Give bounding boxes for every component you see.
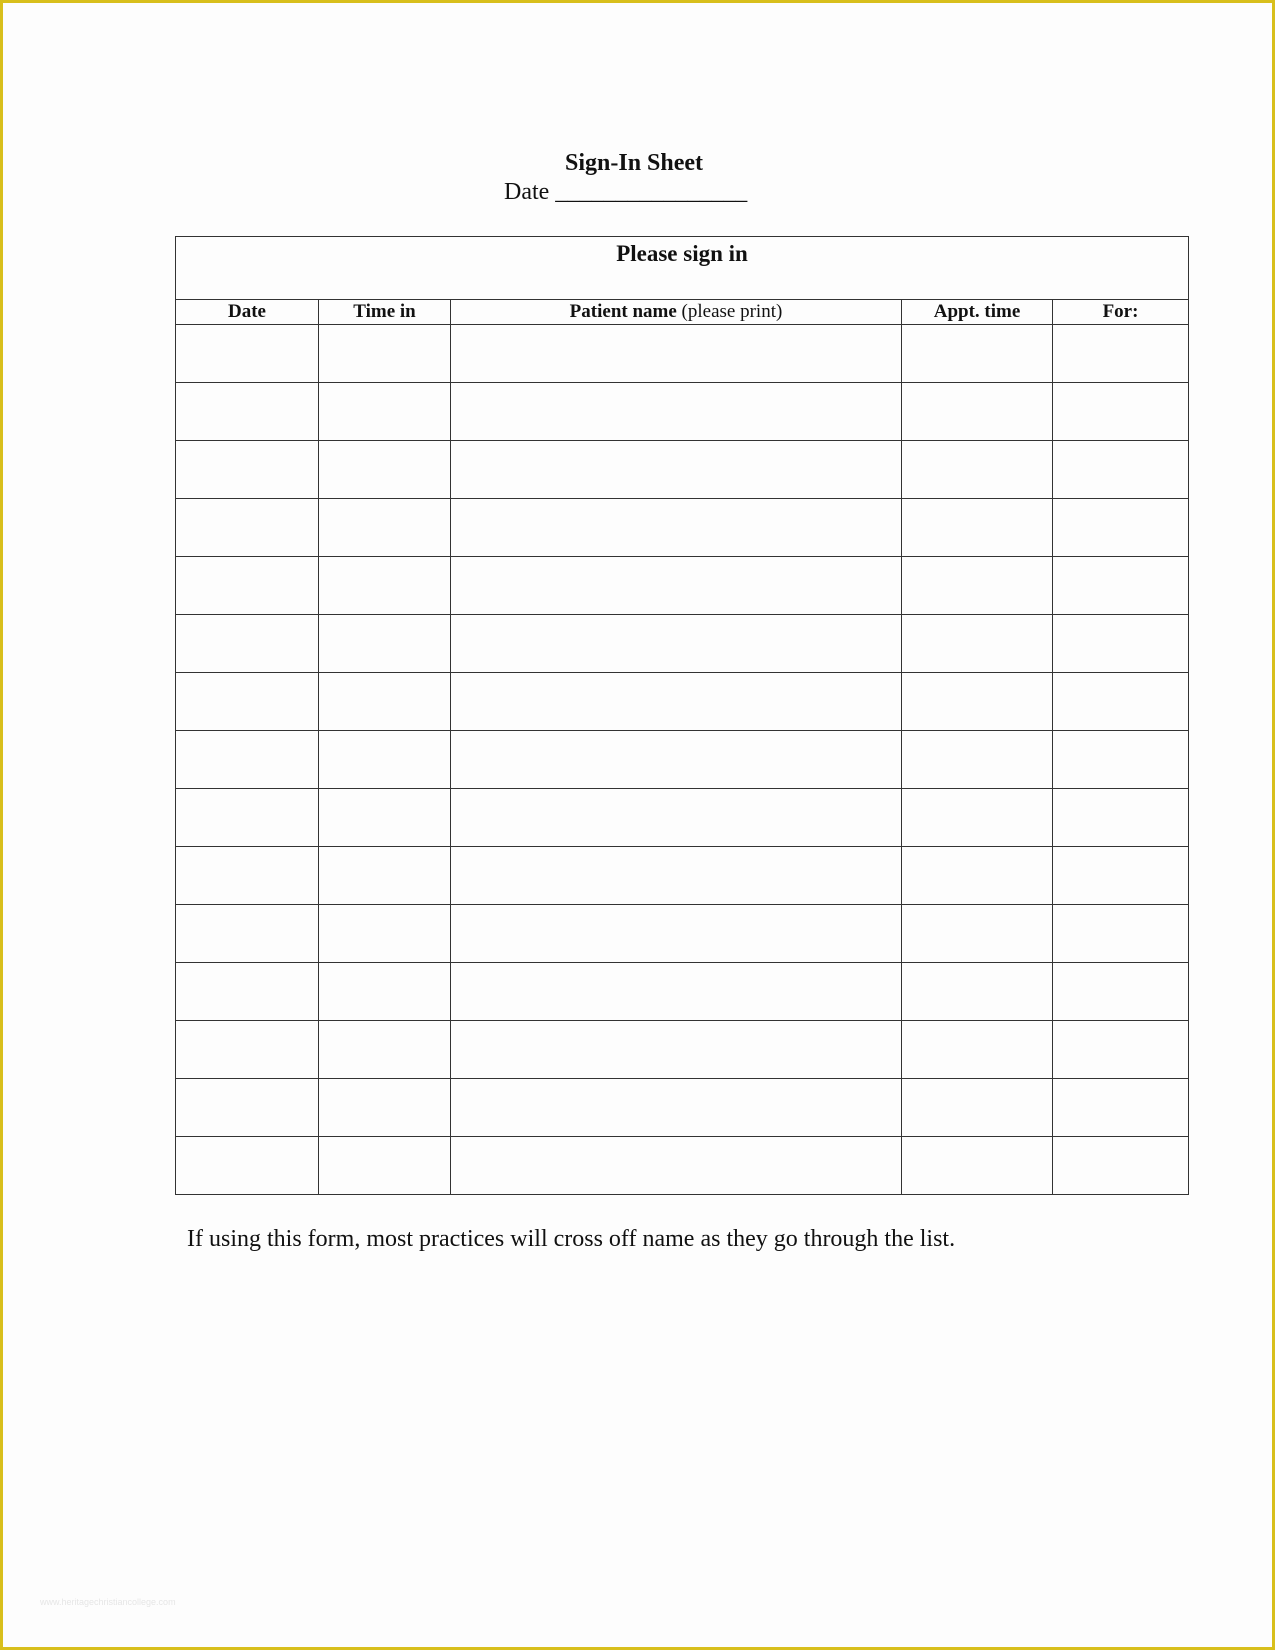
table-caption: Please sign in bbox=[176, 237, 1189, 300]
document-title: Sign-In Sheet bbox=[565, 150, 704, 176]
cell-for[interactable] bbox=[1053, 1021, 1189, 1079]
cell-patient-name[interactable] bbox=[451, 557, 902, 615]
cell-patient-name[interactable] bbox=[451, 1137, 902, 1195]
cell-appt-time[interactable] bbox=[902, 1021, 1053, 1079]
cell-for[interactable] bbox=[1053, 673, 1189, 731]
cell-time-in[interactable] bbox=[319, 499, 451, 557]
cell-appt-time[interactable] bbox=[902, 615, 1053, 673]
cell-appt-time[interactable] bbox=[902, 847, 1053, 905]
cell-date[interactable] bbox=[176, 557, 319, 615]
table-row bbox=[176, 441, 1189, 499]
cell-date[interactable] bbox=[176, 963, 319, 1021]
column-header-date: Date bbox=[176, 300, 319, 325]
cell-date[interactable] bbox=[176, 905, 319, 963]
cell-for[interactable] bbox=[1053, 325, 1189, 383]
cell-patient-name[interactable] bbox=[451, 905, 902, 963]
cell-appt-time[interactable] bbox=[902, 905, 1053, 963]
table-row bbox=[176, 673, 1189, 731]
cell-date[interactable] bbox=[176, 383, 319, 441]
cell-date[interactable] bbox=[176, 499, 319, 557]
cell-date[interactable] bbox=[176, 325, 319, 383]
sign-in-table bbox=[175, 236, 1189, 1195]
cell-time-in[interactable] bbox=[319, 847, 451, 905]
column-header-patient-name: Patient name (please print) bbox=[451, 300, 902, 325]
cell-patient-name[interactable] bbox=[451, 383, 902, 441]
column-header-note: (please print) bbox=[676, 301, 783, 322]
table-row bbox=[176, 905, 1189, 963]
cell-appt-time[interactable] bbox=[902, 383, 1053, 441]
cell-time-in[interactable] bbox=[319, 731, 451, 789]
table-row bbox=[176, 1021, 1189, 1079]
cell-for[interactable] bbox=[1053, 557, 1189, 615]
cell-appt-time[interactable] bbox=[902, 789, 1053, 847]
cell-for[interactable] bbox=[1053, 847, 1189, 905]
cell-appt-time[interactable] bbox=[902, 731, 1053, 789]
cell-appt-time[interactable] bbox=[902, 499, 1053, 557]
watermark: www.heritagechristiancollege.com bbox=[40, 1597, 176, 1607]
cell-date[interactable] bbox=[176, 615, 319, 673]
cell-patient-name[interactable] bbox=[451, 847, 902, 905]
cell-date[interactable] bbox=[176, 731, 319, 789]
cell-time-in[interactable] bbox=[319, 441, 451, 499]
cell-time-in[interactable] bbox=[319, 615, 451, 673]
cell-patient-name[interactable] bbox=[451, 789, 902, 847]
table-row bbox=[176, 1079, 1189, 1137]
cell-patient-name[interactable] bbox=[451, 441, 902, 499]
table-row bbox=[176, 615, 1189, 673]
cell-patient-name[interactable] bbox=[451, 1021, 902, 1079]
cell-patient-name[interactable] bbox=[451, 499, 902, 557]
cell-date[interactable] bbox=[176, 789, 319, 847]
table-body bbox=[176, 325, 1189, 1195]
footnote: If using this form, most practices will cross off name as they go through the list. bbox=[187, 1226, 956, 1252]
cell-for[interactable] bbox=[1053, 383, 1189, 441]
cell-appt-time[interactable] bbox=[902, 1079, 1053, 1137]
table-row bbox=[176, 325, 1189, 383]
cell-time-in[interactable] bbox=[319, 1137, 451, 1195]
cell-time-in[interactable] bbox=[319, 905, 451, 963]
table-row bbox=[176, 557, 1189, 615]
cell-for[interactable] bbox=[1053, 1137, 1189, 1195]
table-row bbox=[176, 499, 1189, 557]
cell-time-in[interactable] bbox=[319, 673, 451, 731]
cell-time-in[interactable] bbox=[319, 325, 451, 383]
table-row bbox=[176, 847, 1189, 905]
column-header-time-in: Time in bbox=[319, 300, 451, 325]
table-row bbox=[176, 789, 1189, 847]
cell-date[interactable] bbox=[176, 1021, 319, 1079]
cell-for[interactable] bbox=[1053, 1079, 1189, 1137]
header-row bbox=[176, 300, 1189, 325]
cell-patient-name[interactable] bbox=[451, 325, 902, 383]
cell-time-in[interactable] bbox=[319, 1021, 451, 1079]
cell-for[interactable] bbox=[1053, 615, 1189, 673]
cell-for[interactable] bbox=[1053, 905, 1189, 963]
cell-time-in[interactable] bbox=[319, 963, 451, 1021]
cell-patient-name[interactable] bbox=[451, 615, 902, 673]
cell-date[interactable] bbox=[176, 847, 319, 905]
cell-time-in[interactable] bbox=[319, 789, 451, 847]
cell-appt-time[interactable] bbox=[902, 325, 1053, 383]
cell-patient-name[interactable] bbox=[451, 731, 902, 789]
cell-appt-time[interactable] bbox=[902, 673, 1053, 731]
cell-time-in[interactable] bbox=[319, 557, 451, 615]
cell-patient-name[interactable] bbox=[451, 1079, 902, 1137]
cell-date[interactable] bbox=[176, 1079, 319, 1137]
column-header-appt-time: Appt. time bbox=[902, 300, 1053, 325]
date-line: Date ________________ bbox=[504, 179, 748, 205]
table-row bbox=[176, 731, 1189, 789]
cell-patient-name[interactable] bbox=[451, 963, 902, 1021]
cell-time-in[interactable] bbox=[319, 1079, 451, 1137]
table-row bbox=[176, 383, 1189, 441]
cell-for[interactable] bbox=[1053, 731, 1189, 789]
cell-for[interactable] bbox=[1053, 789, 1189, 847]
cell-time-in[interactable] bbox=[319, 383, 451, 441]
table-row bbox=[176, 963, 1189, 1021]
cell-appt-time[interactable] bbox=[902, 1137, 1053, 1195]
cell-patient-name[interactable] bbox=[451, 673, 902, 731]
column-header-for: For: bbox=[1053, 300, 1189, 325]
cell-date[interactable] bbox=[176, 1137, 319, 1195]
cell-for[interactable] bbox=[1053, 441, 1189, 499]
cell-appt-time[interactable] bbox=[902, 441, 1053, 499]
cell-appt-time[interactable] bbox=[902, 557, 1053, 615]
cell-date[interactable] bbox=[176, 441, 319, 499]
table-row bbox=[176, 1137, 1189, 1195]
cell-for[interactable] bbox=[1053, 499, 1189, 557]
cell-appt-time[interactable] bbox=[902, 963, 1053, 1021]
cell-for[interactable] bbox=[1053, 963, 1189, 1021]
cell-date[interactable] bbox=[176, 673, 319, 731]
